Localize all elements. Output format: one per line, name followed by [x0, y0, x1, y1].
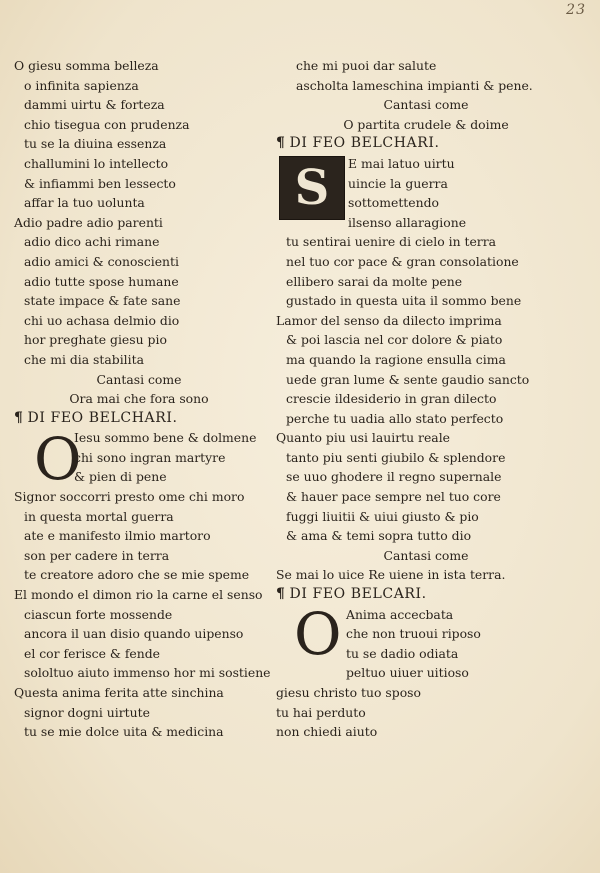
verse-line: te creatore adoro che se mie speme — [24, 567, 250, 583]
cantasi-label: Cantasi come — [383, 547, 469, 563]
cantasi-tune: O partita crudele & doime — [343, 116, 509, 132]
cantasi-tune: Ora mai che fora sono — [69, 391, 209, 407]
verse-line: sololtuo aiuto immenso hor mi sostiene — [24, 665, 271, 681]
verse-line: Signor soccorri presto ome chi moro — [14, 489, 245, 505]
verse-line: che mi dia stabilita — [24, 351, 144, 367]
verse-line: se uuo ghodere il regno supernale — [286, 469, 502, 485]
verse-line: ate e manifesto ilmio martoro — [24, 528, 211, 544]
verse-line: sottomettendo — [348, 195, 439, 211]
verse-line: dammi uirtu & forteza — [24, 97, 165, 113]
verse-line: giesu christo tuo sposo — [276, 685, 421, 700]
verse-line: chi sono ingran martyre — [74, 449, 226, 465]
verse-line: Questa anima ferita atte sinchina — [14, 685, 224, 700]
verse-line: non chiedi aiuto — [276, 724, 378, 740]
initial-block — [14, 425, 264, 494]
verse-line: adio dico achi rimane — [24, 234, 160, 250]
verse-line: E mai latuo uirtu — [348, 155, 455, 171]
verse-line: Quanto piu usi lauirtu reale — [276, 430, 450, 446]
heading-text: DI FEO BELCHARI. — [27, 409, 178, 426]
verse-line: ellibero sarai da molte pene — [286, 273, 463, 289]
verse-line: uede gran lume & sente gaudio sancto — [286, 371, 530, 387]
cantasi-label: Cantasi come — [96, 371, 182, 387]
verse-line: challumini lo intellecto — [24, 155, 169, 171]
verse-line: & pien di pene — [74, 469, 167, 485]
verse-line: chi uo achasa delmio dio — [24, 312, 180, 328]
verse-line: & hauer pace sempre nel tuo core — [286, 489, 501, 505]
verse-line: state impace & fate sane — [24, 293, 181, 309]
verse-line: tu hai perduto — [276, 704, 366, 720]
verse-line: o infinita sapienza — [24, 77, 139, 93]
verse-line: Iesu sommo bene & dolmene — [74, 430, 257, 446]
right-column — [276, 56, 576, 742]
verse-line: che mi puoi dar salute — [296, 58, 437, 73]
verse-line: peltuo uiuer uitioso — [346, 665, 469, 681]
initial-letter-s: S — [294, 159, 330, 216]
verse-line: nel tuo cor pace & gran consolatione — [286, 253, 519, 269]
verse-line: affar la tuo uolunta — [24, 195, 145, 211]
verse-line: ascholta lameschina impianti & pene. — [296, 77, 533, 93]
verse-line: tu se mie dolce uita & medicina — [24, 724, 224, 740]
verse-line: ilsenso allaragione — [348, 214, 467, 230]
initial-block — [276, 599, 576, 683]
verse-line: adio amici & conoscienti — [24, 253, 179, 269]
verse-line: son per cadere in terra — [24, 547, 170, 563]
pilcrow-icon: ¶ — [14, 409, 24, 426]
verse-line: Adio padre adio parenti — [14, 214, 163, 230]
verse-line: ancora il uan disio quando uipenso — [24, 626, 244, 642]
verse-line: ma quando la ragione ensulla cima — [286, 351, 506, 367]
verse-line: & ama & temi sopra tutto dio — [286, 528, 472, 544]
verse-line: tu se la diuina essenza — [24, 136, 167, 152]
decorated-initial-s — [279, 156, 345, 220]
verse-line: chio tisegua con prudenza — [24, 116, 190, 132]
verse-line: uincie la guerra — [348, 175, 448, 191]
left-column — [14, 56, 271, 742]
verse-line: El mondo el dimon rio la carne el senso — [14, 587, 263, 603]
verse-line: Anima accecbata — [346, 606, 454, 622]
verse-line: & poi lascia nel cor dolore & piato — [286, 332, 503, 348]
verse-line: ciascun forte mossende — [24, 606, 173, 622]
verse-line: tanto piu senti giubilo & splendore — [286, 449, 506, 465]
folio-number: 23 — [566, 2, 586, 18]
initial-letter-o: O — [34, 425, 82, 494]
verse-line: perche tu uadia allo stato perfecto — [286, 410, 504, 426]
verse-line: hor preghate giesu pio — [24, 332, 167, 348]
verse-line: el cor ferisce & fende — [24, 645, 161, 661]
verse-line: adio tutte spose humane — [24, 273, 179, 289]
section-heading — [276, 134, 576, 154]
initial-block — [276, 154, 576, 232]
verse-line: tu se dadio odiata — [346, 645, 459, 661]
pilcrow-icon: ¶ — [276, 135, 286, 152]
verse-line: in questa mortal guerra — [24, 508, 174, 524]
verse-line: gustado in questa uita il sommo bene — [286, 293, 522, 309]
heading-text: DI FEO BELCHARI. — [289, 135, 440, 152]
verse-line: O giesu somma belleza — [14, 58, 159, 73]
initial-letter-o: O — [294, 599, 342, 668]
verse-line: Lamor del senso da dilecto imprima — [276, 312, 502, 328]
pilcrow-icon: ¶ — [276, 586, 286, 603]
verse-line: signor dogni uirtute — [24, 704, 150, 720]
cantasi-tune: Se mai lo uice Re uiene in ista terra. — [276, 567, 506, 583]
heading-text: DI FEO BELCARI. — [289, 586, 427, 603]
verse-line: fuggi liuitii & uiui giusto & pio — [286, 508, 479, 524]
verse-line: crescie ildesiderio in gran dilecto — [286, 391, 497, 407]
verse-line: & infiammi ben lessecto — [24, 175, 176, 191]
verse-line: tu sentirai uenire di cielo in terra — [286, 234, 497, 250]
verse-line: che non truoui riposo — [346, 626, 481, 642]
cantasi-label: Cantasi come — [383, 97, 469, 113]
